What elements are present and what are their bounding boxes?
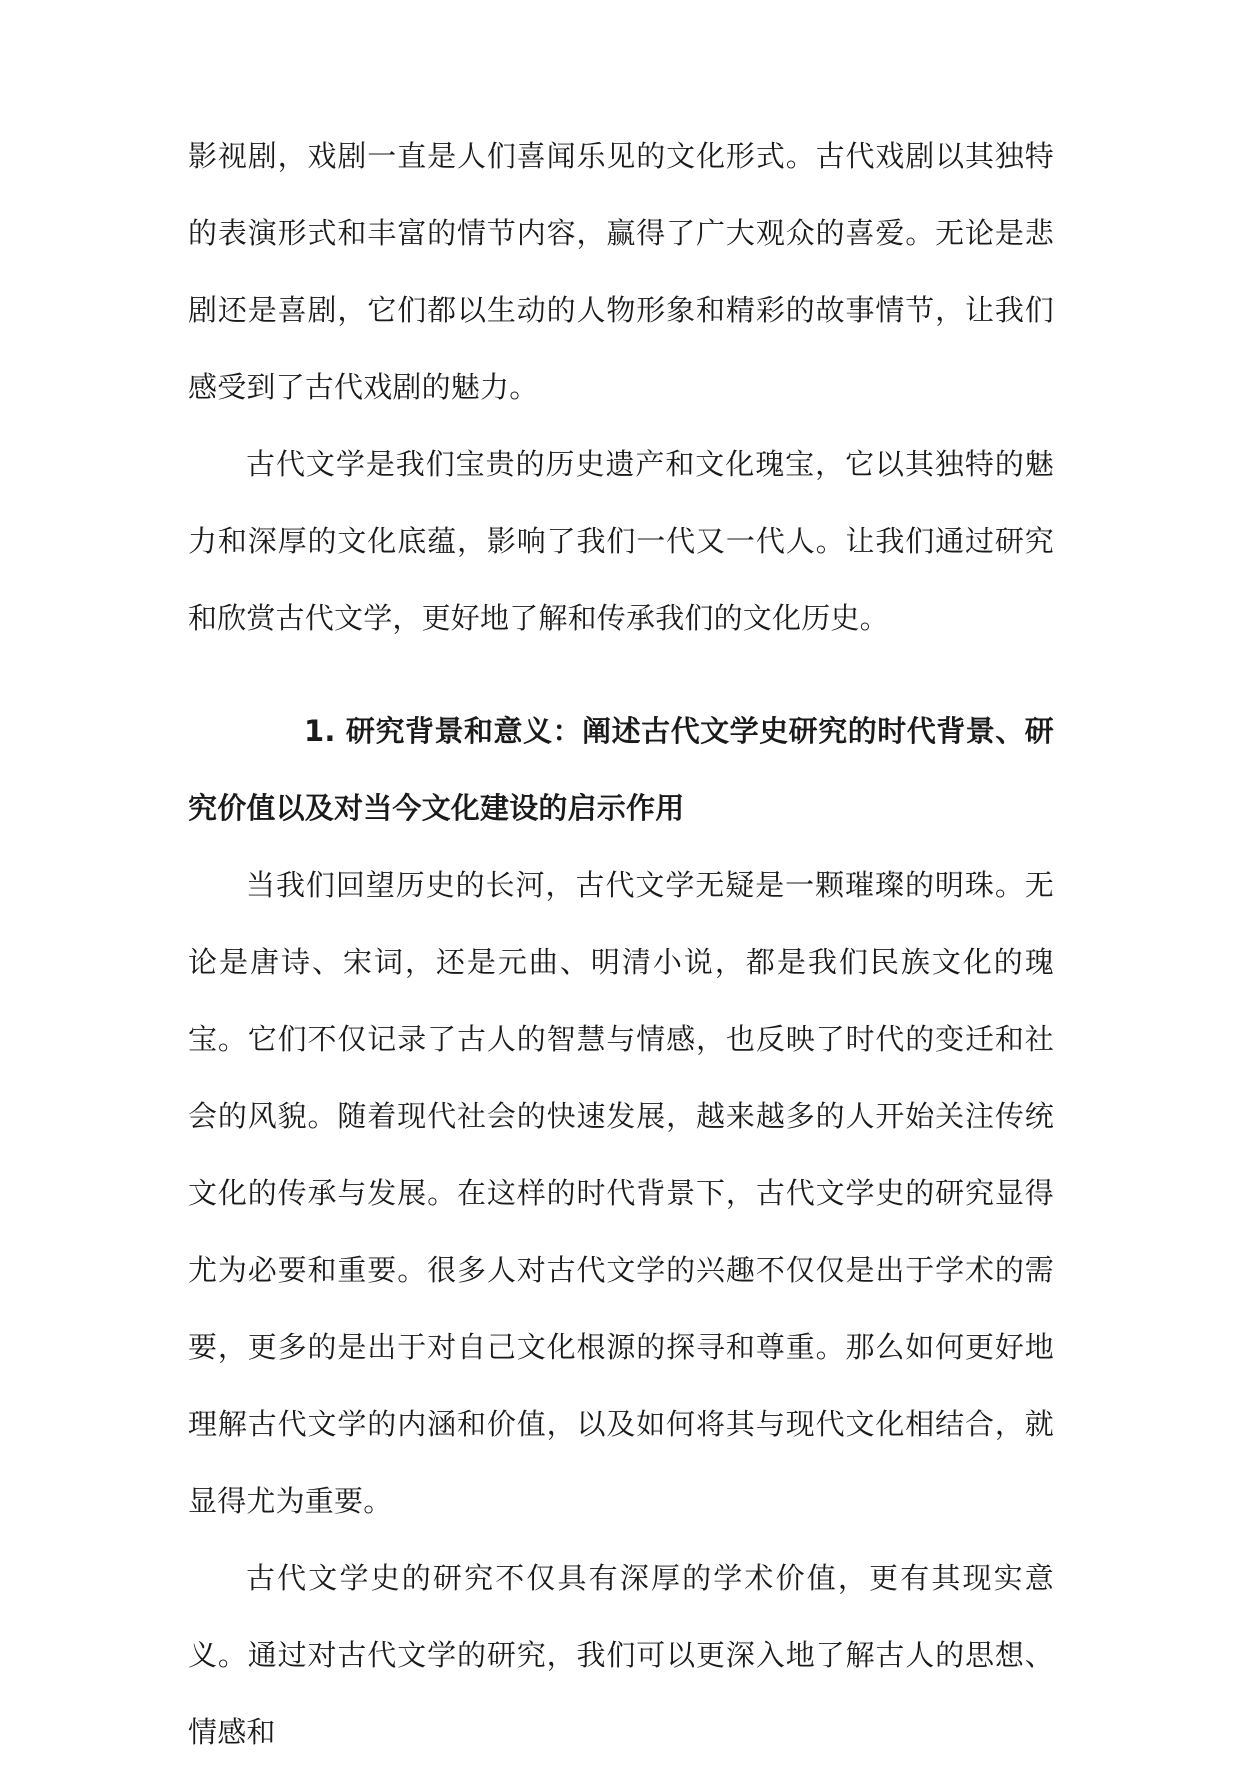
paragraph-1: 影视剧，戏剧一直是人们喜闻乐见的文化形式。古代戏剧以其独特的表演形式和丰富的情节内容，赢得了广大观众的喜爱。无论是悲剧还是喜剧，它们都以生动的人物形象和精彩的故事情节，让我们感受到了古代戏剧的魅力。 xyxy=(188,139,1054,404)
section-heading xyxy=(188,693,1054,847)
section-number: 1. xyxy=(304,714,336,748)
paragraph-2: 古代文学是我们宝贵的历史遗产和文化瑰宝，它以其独特的魅力和深厚的文化底蕴，影响了我们一代又一代人。让我们通过研究和欣赏古代文学，更好地了解和传承我们的文化历史。 xyxy=(188,447,1054,635)
body-text xyxy=(188,118,1054,1771)
paragraph-3: 当我们回望历史的长河，古代文学无疑是一颗璀璨的明珠。无论是唐诗、宋词，还是元曲、明清小说，都是我们民族文化的瑰宝。它们不仅记录了古人的智慧与情感，也反映了时代的变迁和社会的风貌。随着现代社会的快速发展，越来越多的人开始关注传统文化的传承与发展。在这样的时代背景下，古代文学史的研究显得尤为必要和重要。很多人对古代文学的兴趣不仅仅是出于学术的需要，更多的是出于对自己文化根源的探寻和尊重。那么如何更好地理解古代文学的内涵和价值，以及如何将其与现代文化相结合，就显得尤为重要。 xyxy=(188,868,1054,1518)
section-heading-text: 研究背景和意义：阐述古代文学史研究的时代背景、研究价值以及对当今文化建设的启示作用 xyxy=(188,714,1054,825)
paragraph-4: 古代文学史的研究不仅具有深厚的学术价值，更有其现实意义。通过对古代文学的研究，我们可以更深入地了解古人的思想、情感和 xyxy=(188,1561,1054,1749)
